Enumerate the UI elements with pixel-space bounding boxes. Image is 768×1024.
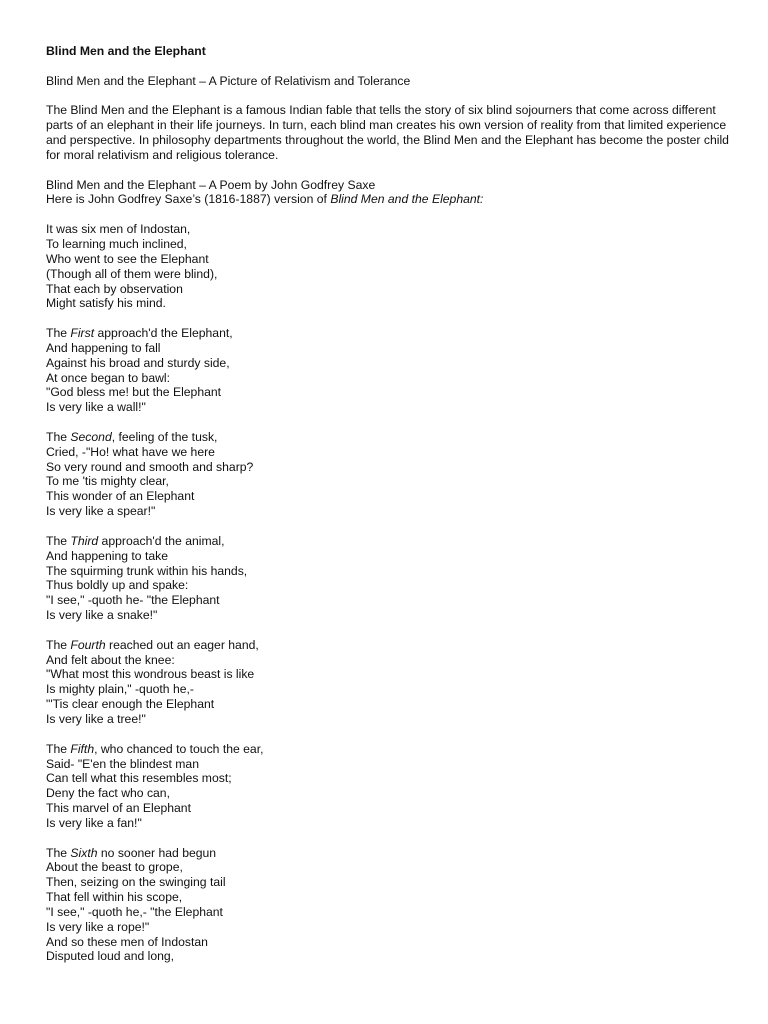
ordinal-emphasis: First bbox=[70, 326, 95, 341]
lead-prefix: The bbox=[46, 326, 71, 341]
lead-suffix: , feeling of the tusk, bbox=[111, 429, 218, 444]
poem-line: This wonder of an Elephant bbox=[46, 489, 195, 504]
lead-prefix: The bbox=[46, 845, 71, 860]
poem-line: To me 'tis mighty clear, bbox=[46, 474, 169, 489]
poem-line: "'Tis clear enough the Elephant bbox=[46, 697, 215, 712]
poem-stanza-5 bbox=[46, 638, 736, 727]
poem-line: Disputed loud and long, bbox=[46, 949, 175, 964]
document-page bbox=[46, 44, 736, 964]
poem-line: And happening to take bbox=[46, 548, 168, 563]
poem-line: "God bless me! but the Elephant bbox=[46, 385, 222, 400]
poem-line-lead bbox=[46, 430, 736, 445]
poem-line: (Though all of them were blind), bbox=[46, 266, 218, 281]
poem-line: Thus boldly up and spake: bbox=[46, 578, 189, 593]
lead-suffix: approach'd the Elephant, bbox=[94, 326, 233, 341]
poem-line: Against his broad and sturdy side, bbox=[46, 355, 230, 370]
poem-line: Is very like a tree!" bbox=[46, 711, 146, 726]
lead-suffix: , who chanced to touch the ear, bbox=[94, 741, 264, 756]
poem-line: The squirming trunk within his hands, bbox=[46, 563, 248, 578]
poem-line: "I see," -quoth he- "the Elephant bbox=[46, 593, 220, 608]
version-title: Blind Men and the Elephant: bbox=[330, 192, 484, 207]
poem-line: Is very like a spear!" bbox=[46, 504, 156, 519]
document-title: Blind Men and the Elephant bbox=[46, 44, 206, 58]
lead-prefix: The bbox=[46, 533, 71, 548]
poem-intro bbox=[46, 178, 736, 208]
lead-prefix: The bbox=[46, 741, 71, 756]
poem-line: So very round and smooth and sharp? bbox=[46, 459, 254, 474]
ordinal-emphasis: Fourth bbox=[70, 637, 106, 652]
ordinal-emphasis: Second bbox=[70, 429, 112, 444]
version-line bbox=[46, 192, 736, 207]
poem-line: This marvel of an Elephant bbox=[46, 801, 191, 816]
poem-line-lead bbox=[46, 846, 736, 861]
document-subtitle: Blind Men and the Elephant – A Picture of Relativism and Tolerance bbox=[46, 73, 411, 88]
ordinal-emphasis: Sixth bbox=[70, 845, 98, 860]
poem-line-lead bbox=[46, 326, 736, 341]
poem-stanza-7 bbox=[46, 846, 736, 965]
poem-line: At once began to bawl: bbox=[46, 370, 170, 385]
poem-line: Is very like a rope!" bbox=[46, 919, 150, 934]
version-prefix: Here is John Godfrey Saxe’s (1816-1887) version of bbox=[46, 192, 331, 207]
poem-line: It was six men of Indostan, bbox=[46, 222, 191, 237]
poem-stanza-1 bbox=[46, 222, 736, 311]
intro-paragraph: The Blind Men and the Elephant is a famous Indian fable that tells the story of six blind sojourners that come across different parts of an elephant in their life journeys. In turn, each blind man creates his own version of reality from that limited experience and perspective. In philosophy departments throughout the world, the Blind Men and the Elephant has become the poster child for moral relativism and religious tolerance. bbox=[46, 103, 729, 162]
ordinal-emphasis: Fifth bbox=[70, 741, 95, 756]
poem-line: Said- "E'en the blindest man bbox=[46, 756, 199, 771]
lead-prefix: The bbox=[46, 429, 71, 444]
poem-line: And happening to fall bbox=[46, 340, 161, 355]
poem-line: That fell within his scope, bbox=[46, 890, 183, 905]
lead-prefix: The bbox=[46, 637, 71, 652]
poem-stanza-6 bbox=[46, 742, 736, 831]
poem-line: And so these men of Indostan bbox=[46, 934, 208, 949]
poem-line: Can tell what this resembles most; bbox=[46, 771, 232, 786]
poem-line: "I see," -quoth he,- "the Elephant bbox=[46, 904, 223, 919]
poem-line: Then, seizing on the swinging tail bbox=[46, 875, 226, 890]
poem-line: About the beast to grope, bbox=[46, 860, 183, 875]
poem-line: "What most this wondrous beast is like bbox=[46, 667, 255, 682]
poem-line: Is very like a fan!" bbox=[46, 815, 142, 830]
poem-line: And felt about the knee: bbox=[46, 652, 175, 667]
lead-suffix: reached out an eager hand, bbox=[105, 637, 259, 652]
poem-line-lead bbox=[46, 638, 736, 653]
poem-heading: Blind Men and the Elephant – A Poem by John Godfrey Saxe bbox=[46, 177, 376, 192]
lead-suffix: no sooner had begun bbox=[97, 845, 217, 860]
poem-line: To learning much inclined, bbox=[46, 236, 187, 251]
poem-line: Who went to see the Elephant bbox=[46, 251, 209, 266]
poem-stanza-2 bbox=[46, 326, 736, 415]
poem-stanza-4 bbox=[46, 534, 736, 623]
poem-line: That each by observation bbox=[46, 281, 183, 296]
poem-line: Is very like a snake!" bbox=[46, 608, 158, 623]
poem-line-lead bbox=[46, 742, 736, 757]
poem-stanza-3 bbox=[46, 430, 736, 519]
ordinal-emphasis: Third bbox=[70, 533, 99, 548]
poem-line: Might satisfy his mind. bbox=[46, 296, 166, 311]
poem-line: Deny the fact who can, bbox=[46, 786, 170, 801]
poem-line: Is mighty plain," -quoth he,- bbox=[46, 682, 194, 697]
poem-line-lead bbox=[46, 534, 736, 549]
lead-suffix: approach'd the animal, bbox=[98, 533, 225, 548]
poem-line: Is very like a wall!" bbox=[46, 400, 146, 415]
poem-line: Cried, -"Ho! what have we here bbox=[46, 444, 215, 459]
